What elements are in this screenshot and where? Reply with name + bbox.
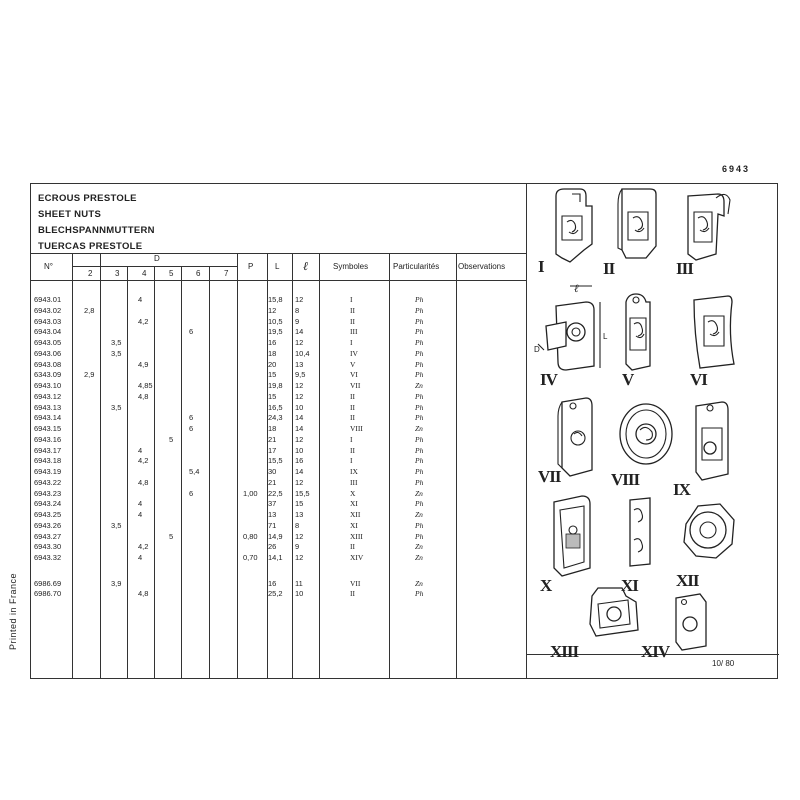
title-de: BLECHSPANNMUTTERN [38, 225, 155, 236]
cell-sym: II [350, 391, 355, 401]
cell-sym: I [350, 434, 353, 444]
col-divider [292, 253, 293, 678]
cell-no: 6943.22 [34, 477, 62, 487]
header-top-rule [31, 253, 526, 254]
cell-sym: VII [350, 578, 361, 588]
cell-d4: 4 [138, 510, 143, 519]
cell-no: 6943.14 [34, 413, 62, 423]
cell-l: 15 [295, 499, 304, 509]
cell-l: 10 [295, 589, 304, 599]
cell-part: Ph [415, 338, 424, 347]
cell-L: 16 [268, 338, 277, 347]
title-es: TUERCAS PRESTOLE [38, 241, 143, 252]
cell-part: Ph [415, 413, 424, 423]
nut-figure-iii [688, 194, 730, 260]
figure-label-iii: III [676, 259, 693, 278]
page-number: 6943 [722, 164, 751, 174]
figure-label-ix: IX [673, 480, 690, 499]
cell-no: 6943.26 [34, 520, 62, 530]
cell-l: 10,4 [295, 348, 310, 358]
cell-sym: II [350, 402, 355, 412]
cell-l: 10 [295, 445, 304, 455]
nut-figure-xii [684, 504, 734, 558]
nut-figure-viii [620, 404, 672, 464]
header-symboles: Symboles [333, 262, 369, 271]
cell-sym: II [350, 589, 355, 599]
cell-L: 16,5 [268, 402, 283, 412]
cell-part: Ph [415, 305, 424, 315]
col-divider [237, 253, 238, 678]
cell-L: 15,8 [268, 295, 283, 304]
figure-label-x: X [540, 576, 552, 595]
cell-L: 24,3 [268, 413, 283, 423]
cell-d6: 6 [189, 424, 194, 433]
cell-sym: VIII [350, 424, 363, 433]
cell-L: 14,9 [268, 531, 283, 541]
header-d-3: 3 [115, 269, 120, 278]
cell-d3: 3,5 [111, 402, 122, 412]
cell-l: 13 [295, 359, 304, 369]
cell-L: 14,1 [268, 553, 283, 562]
cell-no: 6943.32 [34, 553, 62, 562]
col-divider [209, 266, 210, 678]
header-d-6: 6 [196, 269, 201, 278]
cell-L: 71 [268, 520, 277, 530]
dim-label-D: D [534, 345, 540, 354]
cell-sym: I [350, 295, 353, 304]
nut-figure-ix [696, 402, 728, 480]
cell-no: 6943.12 [34, 391, 62, 401]
figure-label-xii: XII [676, 571, 699, 590]
cell-l: 8 [295, 305, 300, 315]
title-fr: ECROUS PRESTOLE [38, 193, 137, 204]
figure-label-xiii: XIII [550, 642, 579, 661]
cell-part: Zn [415, 381, 423, 390]
cell-sym: II [350, 305, 355, 315]
cell-part: Ph [415, 327, 424, 337]
cell-part: Ph [415, 589, 424, 599]
figure-label-viii: VIII [611, 470, 640, 489]
header-particularites: Particularités [393, 262, 440, 271]
cell-d4: 4,8 [138, 477, 149, 487]
cell-p: 0,70 [243, 553, 258, 562]
d-subheader-rule [72, 266, 237, 267]
dim-label-l: ℓ [574, 283, 579, 295]
cell-L: 19,8 [268, 381, 283, 390]
cell-l: 9,5 [295, 370, 306, 380]
cell-sym: XII [350, 510, 361, 519]
cell-L: 21 [268, 434, 277, 444]
cell-part: Ph [415, 348, 424, 358]
cell-l: 8 [295, 520, 300, 530]
cell-d4: 4,8 [138, 589, 149, 599]
cell-part: Zn [415, 578, 423, 588]
nut-figure-vii [558, 398, 592, 476]
header-d: D [154, 254, 160, 263]
cell-L: 21 [268, 477, 277, 487]
cell-L: 18 [268, 424, 277, 433]
cell-l: 12 [295, 553, 304, 562]
nut-figure-i [556, 189, 592, 262]
cell-p: 0,80 [243, 531, 258, 541]
cell-part: Zn [415, 488, 423, 498]
figure-label-xiv: XIV [641, 642, 670, 661]
cell-d6: 6 [189, 488, 194, 498]
cell-d3: 3,9 [111, 578, 122, 588]
cell-d4: 4 [138, 553, 143, 562]
header-d-7: 7 [224, 269, 229, 278]
cell-sym: II [350, 542, 355, 552]
cell-L: 16 [268, 578, 277, 588]
cell-l: 12 [295, 381, 304, 390]
cell-no: 6343.09 [34, 370, 62, 380]
cell-d4: 4,8 [138, 391, 149, 401]
cell-part: Zn [415, 510, 423, 519]
cell-sym: X [350, 488, 356, 498]
cell-d4: 4 [138, 445, 143, 455]
figure-label-iv: IV [540, 370, 557, 389]
cell-no: 6943.08 [34, 359, 62, 369]
header-bottom-rule [31, 280, 526, 281]
cell-L: 26 [268, 542, 277, 552]
cell-sym: XI [350, 499, 358, 509]
cell-l: 14 [295, 413, 304, 423]
cell-no: 6943.24 [34, 499, 62, 509]
cell-l: 15,5 [295, 488, 310, 498]
cell-no: 6943.10 [34, 381, 62, 390]
cell-L: 15,5 [268, 456, 283, 466]
cell-sym: XIV [350, 553, 364, 562]
col-divider [319, 253, 320, 678]
cell-d2: 2,9 [84, 370, 95, 380]
header-d-5: 5 [169, 269, 174, 278]
header-L: L [275, 262, 280, 271]
cell-no: 6986.69 [34, 578, 62, 588]
cell-no: 6986.70 [34, 589, 62, 599]
cell-sym: I [350, 338, 353, 347]
cell-l: 12 [295, 338, 304, 347]
cell-L: 18 [268, 348, 277, 358]
cell-part: Ph [415, 402, 424, 412]
header-observations: Observations [458, 262, 506, 271]
cell-sym: III [350, 477, 358, 487]
cell-part: Ph [415, 316, 424, 326]
cell-l: 12 [295, 434, 304, 444]
cell-sym: V [350, 359, 356, 369]
cell-part: Ph [415, 359, 424, 369]
cell-no: 6943.01 [34, 295, 62, 304]
dim-label-L: L [603, 332, 608, 341]
cell-sym: IX [350, 467, 358, 476]
cell-l: 9 [295, 316, 300, 326]
cell-d3: 3,5 [111, 348, 122, 358]
cell-part: Ph [415, 520, 424, 530]
cell-part: Ph [415, 467, 424, 476]
cell-sym: II [350, 316, 355, 326]
header-p: P [248, 262, 254, 271]
nut-figure-x [554, 496, 590, 576]
cell-l: 12 [295, 391, 304, 401]
cell-L: 30 [268, 467, 277, 476]
nut-figure-iv [538, 286, 600, 370]
cell-L: 19,5 [268, 327, 283, 337]
cell-no: 6943.15 [34, 424, 62, 433]
cell-l: 14 [295, 327, 304, 337]
nut-figure-ii [618, 189, 656, 258]
cell-d6: 5,4 [189, 467, 200, 476]
figure-label-v: V [622, 370, 634, 389]
cell-no: 6943.05 [34, 338, 62, 347]
cell-L: 37 [268, 499, 277, 509]
cell-L: 13 [268, 510, 277, 519]
cell-d4: 4,2 [138, 542, 149, 552]
cell-no: 6943.16 [34, 434, 62, 444]
col-divider [181, 266, 182, 678]
footer-code: 10/ 80 [712, 659, 735, 668]
cell-d5: 5 [169, 531, 174, 541]
cell-part: Ph [415, 499, 424, 509]
figures-panel [526, 184, 776, 678]
cell-d4: 4,2 [138, 316, 149, 326]
cell-sym: III [350, 327, 358, 337]
figure-label-xi: XI [621, 576, 638, 595]
cell-l: 10 [295, 402, 304, 412]
cell-part: Zn [415, 542, 423, 552]
cell-no: 6943.27 [34, 531, 62, 541]
cell-no: 6943.19 [34, 467, 62, 476]
cell-part: Ph [415, 531, 424, 541]
cell-sym: XI [350, 520, 358, 530]
figure-label-vii: VII [538, 467, 561, 486]
cell-part: Ph [415, 434, 424, 444]
cell-d4: 4 [138, 295, 143, 304]
cell-l: 11 [295, 578, 303, 588]
cell-d4: 4,85 [138, 381, 153, 390]
cell-L: 15 [268, 391, 277, 401]
cell-l: 14 [295, 424, 304, 433]
header-d-2: 2 [88, 269, 93, 278]
cell-no: 6943.18 [34, 456, 62, 466]
cell-no: 6943.25 [34, 510, 62, 519]
figure-label-i: I [538, 257, 544, 276]
cell-L: 22,5 [268, 488, 283, 498]
cell-d4: 4 [138, 499, 143, 509]
cell-sym: II [350, 413, 355, 423]
nut-figure-v [626, 294, 650, 370]
cell-L: 15 [268, 370, 277, 380]
cell-sym: XIII [350, 531, 363, 541]
col-divider [154, 266, 155, 678]
title-en: SHEET NUTS [38, 209, 102, 220]
nut-figure-xi [630, 498, 650, 566]
cell-no: 6943.23 [34, 488, 62, 498]
cell-L: 17 [268, 445, 277, 455]
cell-no: 6943.06 [34, 348, 62, 358]
col-divider [127, 266, 128, 678]
header-l-small: ℓ [303, 259, 308, 273]
header-d-4: 4 [142, 269, 147, 278]
nut-figure-vi [694, 296, 734, 368]
cell-no: 6943.17 [34, 445, 62, 455]
cell-part: Ph [415, 370, 424, 380]
printed-in-france: Printed in France [8, 572, 18, 650]
cell-sym: IV [350, 348, 358, 358]
cell-l: 12 [295, 477, 304, 487]
cell-d6: 6 [189, 413, 194, 423]
cell-d4: 4,9 [138, 359, 149, 369]
cell-no: 6943.13 [34, 402, 62, 412]
cell-part: Ph [415, 477, 424, 487]
cell-no: 6943.03 [34, 316, 62, 326]
col-divider [456, 253, 457, 678]
col-divider [72, 253, 73, 678]
cell-l: 9 [295, 542, 300, 552]
cell-sym: VI [350, 370, 358, 380]
nut-figure-xiv [676, 594, 706, 650]
cell-d6: 6 [189, 327, 194, 337]
cell-part: Zn [415, 424, 423, 433]
cell-part: Ph [415, 456, 424, 466]
cell-sym: II [350, 445, 355, 455]
cell-L: 12 [268, 305, 277, 315]
cell-no: 6943.30 [34, 542, 62, 552]
figure-label-ii: II [603, 259, 615, 278]
cell-L: 25,2 [268, 589, 283, 599]
cell-no: 6943.04 [34, 327, 62, 337]
cell-l: 13 [295, 510, 304, 519]
cell-part: Ph [415, 295, 424, 304]
cell-no: 6943.02 [34, 305, 62, 315]
cell-part: Zn [415, 553, 423, 562]
figure-label-vi: VI [690, 370, 707, 389]
cell-part: Ph [415, 445, 424, 455]
header-no: N° [44, 262, 53, 271]
cell-d3: 3,5 [111, 338, 122, 347]
cell-part: Ph [415, 391, 424, 401]
cell-d3: 3,5 [111, 520, 122, 530]
col-divider [389, 253, 390, 678]
cell-d2: 2,8 [84, 305, 95, 315]
cell-l: 14 [295, 467, 304, 476]
cell-l: 12 [295, 531, 304, 541]
cell-sym: I [350, 456, 353, 466]
cell-d4: 4,2 [138, 456, 149, 466]
cell-L: 10,5 [268, 316, 283, 326]
cell-sym: VII [350, 381, 361, 390]
cell-L: 20 [268, 359, 277, 369]
col-divider [100, 253, 101, 678]
cell-l: 16 [295, 456, 304, 466]
cell-l: 12 [295, 295, 304, 304]
cell-d5: 5 [169, 434, 174, 444]
cell-p: 1,00 [243, 488, 258, 498]
